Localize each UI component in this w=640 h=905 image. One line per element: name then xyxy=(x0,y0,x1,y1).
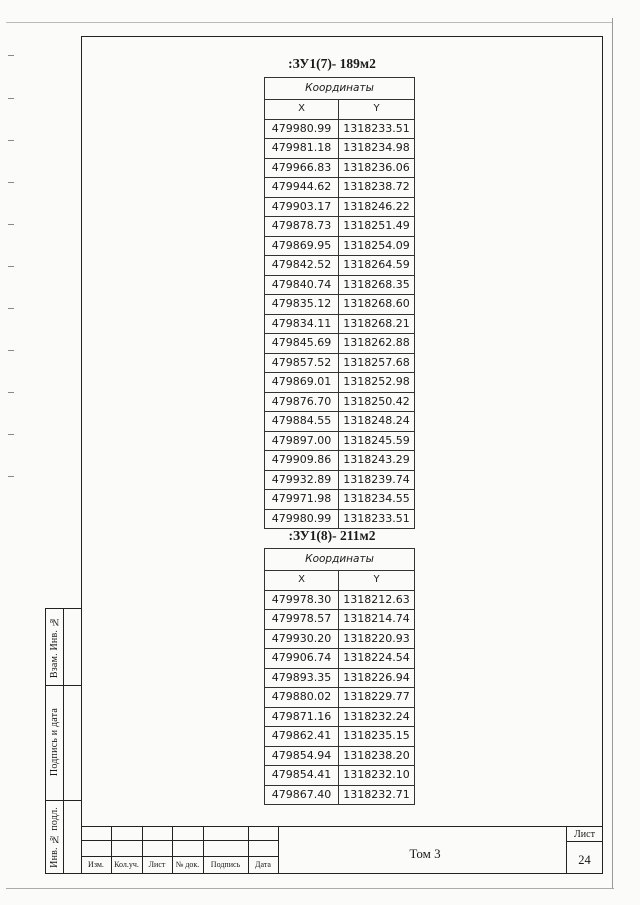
side-stamp xyxy=(45,608,81,874)
sheet-number: 24 xyxy=(578,853,591,867)
coord-y-cell: 1318232.71 xyxy=(339,785,415,805)
coord-x-cell: 479930.20 xyxy=(265,629,339,649)
coord-x-cell: 479857.52 xyxy=(265,353,339,373)
coord-y-cell: 1318264.59 xyxy=(339,256,415,276)
table-row xyxy=(265,314,415,334)
margin-tick xyxy=(8,308,14,309)
margin-tick xyxy=(8,266,14,267)
coord-y-cell: 1318239.74 xyxy=(339,470,415,490)
margin-tick xyxy=(8,182,14,183)
coord-x-cell: 479884.55 xyxy=(265,412,339,432)
sheet-label: Лист xyxy=(574,829,595,840)
coord-y-cell: 1318212.63 xyxy=(339,590,415,610)
coord-y-cell: 1318232.10 xyxy=(339,766,415,786)
page-edge-right xyxy=(612,18,613,888)
inv-no-original-label: Инв. № подл. xyxy=(49,807,60,868)
coordinates-body xyxy=(265,119,415,529)
col-label-izm: Изм. xyxy=(88,860,104,869)
coordinates-table xyxy=(264,77,415,529)
table-row xyxy=(265,688,415,708)
coord-x-cell: 479906.74 xyxy=(265,649,339,669)
title-block-rule xyxy=(278,826,279,874)
coord-y-cell: 1318238.72 xyxy=(339,178,415,198)
coord-y-cell: 1318250.42 xyxy=(339,392,415,412)
table-row xyxy=(265,451,415,471)
coord-y-cell: 1318268.21 xyxy=(339,314,415,334)
column-y-header: Y xyxy=(339,571,415,591)
table-row xyxy=(265,785,415,805)
plot-title: :ЗУ1(8)- 211м2 xyxy=(288,528,376,543)
table-row xyxy=(265,509,415,529)
col-label-date: Дата xyxy=(255,860,271,869)
table-row xyxy=(265,139,415,159)
inv-no-replace-label: Взам. Инв. № xyxy=(49,615,60,679)
coord-y-cell: 1318248.24 xyxy=(339,412,415,432)
margin-tick xyxy=(8,55,14,56)
coord-y-cell: 1318220.93 xyxy=(339,629,415,649)
margin-tick xyxy=(8,98,14,99)
coord-x-cell: 479880.02 xyxy=(265,688,339,708)
coord-x-cell: 479835.12 xyxy=(265,295,339,315)
volume-label: Том 3 xyxy=(409,846,441,861)
coord-x-cell: 479878.73 xyxy=(265,217,339,237)
coord-x-cell: 479862.41 xyxy=(265,727,339,747)
coord-y-cell: 1318243.29 xyxy=(339,451,415,471)
coord-y-cell: 1318229.77 xyxy=(339,688,415,708)
coord-x-cell: 479876.70 xyxy=(265,392,339,412)
coord-x-cell: 479980.99 xyxy=(265,119,339,139)
table-row xyxy=(265,431,415,451)
coord-x-cell: 479971.98 xyxy=(265,490,339,510)
col-label-doc-no: № док. xyxy=(175,860,200,869)
table-row xyxy=(265,470,415,490)
col-label-list: Лист xyxy=(148,860,166,869)
coord-x-cell: 479834.11 xyxy=(265,314,339,334)
table-row xyxy=(265,178,415,198)
coord-y-cell: 1318268.35 xyxy=(339,275,415,295)
coord-x-cell: 479842.52 xyxy=(265,256,339,276)
page-edge-top xyxy=(6,22,612,23)
table-row xyxy=(265,158,415,178)
col-label-signature: Подпись xyxy=(210,860,241,869)
coord-y-cell: 1318262.88 xyxy=(339,334,415,354)
side-stamp-cell xyxy=(46,685,63,800)
coord-x-cell: 479978.30 xyxy=(265,590,339,610)
table-row xyxy=(265,334,415,354)
coord-x-cell: 479966.83 xyxy=(265,158,339,178)
coord-x-cell: 479981.18 xyxy=(265,139,339,159)
page-edge-bottom xyxy=(6,888,614,889)
table-row xyxy=(265,766,415,786)
coord-y-cell: 1318254.09 xyxy=(339,236,415,256)
plot-title: :ЗУ1(7)- 189м2 xyxy=(288,56,376,71)
column-x-header: X xyxy=(265,571,339,591)
table-header: Координаты xyxy=(265,78,415,100)
coord-x-cell: 479932.89 xyxy=(265,470,339,490)
coord-y-cell: 1318226.94 xyxy=(339,668,415,688)
table-row xyxy=(265,649,415,669)
table-row xyxy=(265,590,415,610)
coordinates-body xyxy=(265,590,415,805)
table-row xyxy=(265,353,415,373)
side-stamp-cell xyxy=(46,609,63,685)
table-row xyxy=(265,373,415,393)
table-row xyxy=(265,236,415,256)
side-stamp-cell xyxy=(46,800,63,875)
coord-x-cell: 479978.57 xyxy=(265,610,339,630)
coordinates-table xyxy=(264,548,415,805)
table-row xyxy=(265,392,415,412)
coord-y-cell: 1318236.06 xyxy=(339,158,415,178)
coord-y-cell: 1318246.22 xyxy=(339,197,415,217)
table-row xyxy=(265,707,415,727)
table-row xyxy=(265,668,415,688)
coord-x-cell: 479845.69 xyxy=(265,334,339,354)
coord-x-cell: 479893.35 xyxy=(265,668,339,688)
table-row xyxy=(265,412,415,432)
coord-y-cell: 1318214.74 xyxy=(339,610,415,630)
coord-y-cell: 1318245.59 xyxy=(339,431,415,451)
margin-tick xyxy=(8,350,14,351)
table-row xyxy=(265,746,415,766)
coord-y-cell: 1318233.51 xyxy=(339,509,415,529)
margin-tick xyxy=(8,140,14,141)
margin-tick xyxy=(8,224,14,225)
margin-tick xyxy=(8,476,14,477)
coord-x-cell: 479944.62 xyxy=(265,178,339,198)
coord-x-cell: 479854.41 xyxy=(265,766,339,786)
coord-x-cell: 479869.01 xyxy=(265,373,339,393)
table-row xyxy=(265,197,415,217)
title-block-rule xyxy=(81,826,603,827)
table-row xyxy=(265,217,415,237)
margin-tick xyxy=(8,434,14,435)
coord-y-cell: 1318234.98 xyxy=(339,139,415,159)
title-block-rule xyxy=(566,841,603,842)
table-row xyxy=(265,629,415,649)
coord-y-cell: 1318251.49 xyxy=(339,217,415,237)
coord-x-cell: 479980.99 xyxy=(265,509,339,529)
coord-x-cell: 479909.86 xyxy=(265,451,339,471)
coord-y-cell: 1318238.20 xyxy=(339,746,415,766)
col-label-kol-uch: Кол.уч. xyxy=(114,860,139,869)
coord-x-cell: 479867.40 xyxy=(265,785,339,805)
table-row xyxy=(265,275,415,295)
coord-y-cell: 1318252.98 xyxy=(339,373,415,393)
title-block xyxy=(81,826,603,874)
coord-y-cell: 1318232.24 xyxy=(339,707,415,727)
table-row xyxy=(265,727,415,747)
table-row xyxy=(265,490,415,510)
coord-x-cell: 479840.74 xyxy=(265,275,339,295)
signature-date-label: Подпись и дата xyxy=(49,708,60,777)
table-row xyxy=(265,119,415,139)
column-x-header: X xyxy=(265,100,339,120)
table-row xyxy=(265,256,415,276)
coord-x-cell: 479903.17 xyxy=(265,197,339,217)
table-header: Координаты xyxy=(265,549,415,571)
coord-y-cell: 1318268.60 xyxy=(339,295,415,315)
column-y-header: Y xyxy=(339,100,415,120)
table-row xyxy=(265,610,415,630)
coord-y-cell: 1318257.68 xyxy=(339,353,415,373)
coord-y-cell: 1318234.55 xyxy=(339,490,415,510)
coord-x-cell: 479871.16 xyxy=(265,707,339,727)
table-row xyxy=(265,295,415,315)
coord-y-cell: 1318235.15 xyxy=(339,727,415,747)
coord-x-cell: 479897.00 xyxy=(265,431,339,451)
coord-x-cell: 479869.95 xyxy=(265,236,339,256)
coord-y-cell: 1318224.54 xyxy=(339,649,415,669)
margin-tick xyxy=(8,392,14,393)
coord-y-cell: 1318233.51 xyxy=(339,119,415,139)
coord-x-cell: 479854.94 xyxy=(265,746,339,766)
